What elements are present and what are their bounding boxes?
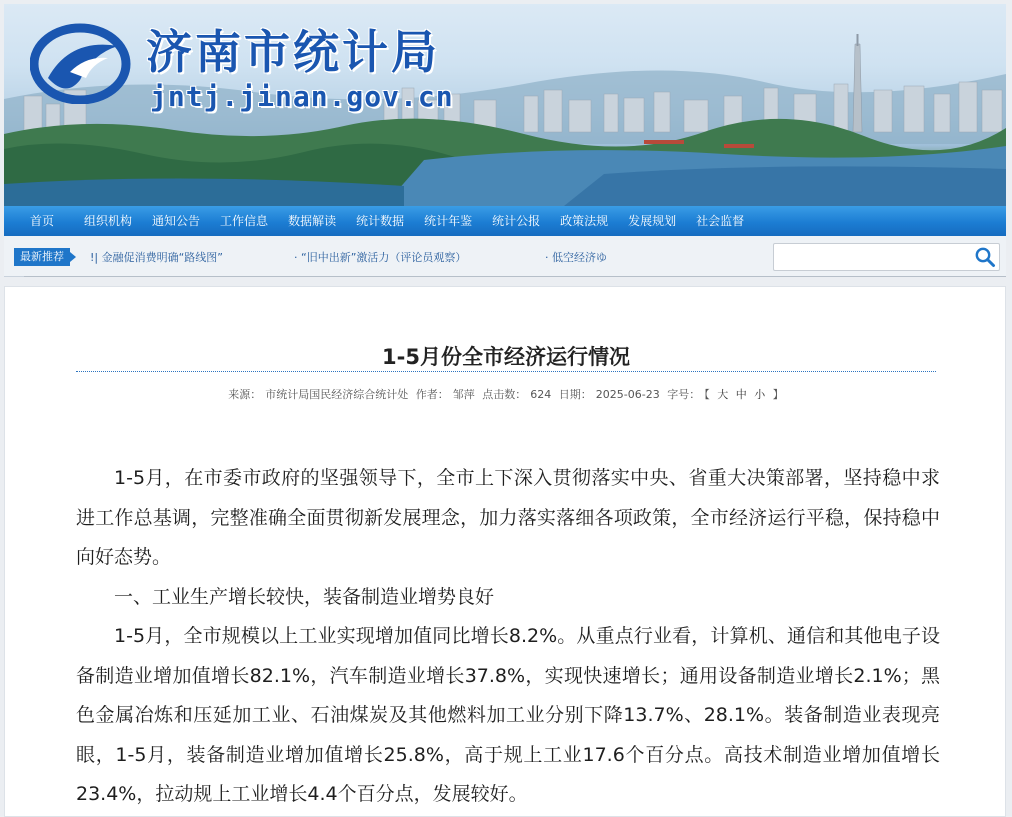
article-section-heading: 一、工业生产增长较快，装备制造业增势良好 — [114, 585, 495, 608]
font-size-medium-link[interactable]: 中 — [735, 388, 747, 401]
article-title: 1-5月份全市经济运行情况 — [382, 345, 630, 369]
article-paragraph: 1-5月，在市委市政府的坚强领导下，全市上下深入贯彻落实中央、省重大决策部署，坚持稳中求进工作总基调，完整准确全面贯彻新发展理念，加力落实落细各项政策，全市经济运行平稳，保持稳中向好态势。 — [76, 467, 940, 568]
meta-source-label: 来源： — [228, 388, 262, 401]
nav-item-organization[interactable]: 组织机构 — [84, 214, 133, 228]
meta-fontsize-label: 字号： — [667, 388, 701, 401]
title-divider — [76, 371, 936, 372]
font-size-large-link[interactable]: 大 — [717, 388, 729, 401]
fontsize-bracket-close: 】 — [772, 388, 784, 401]
fontsize-bracket-open: 【 — [704, 388, 710, 401]
article-meta — [5, 386, 1007, 402]
nav-item-work-info[interactable]: 工作信息 — [220, 214, 269, 228]
font-size-small-link[interactable]: 小 — [754, 388, 766, 401]
nav-item-data-interpretation[interactable]: 数据解读 — [288, 214, 337, 228]
nav-item-yearbook[interactable]: 统计年鉴 — [424, 214, 473, 228]
ticker-item[interactable]: !| 金融促消费明确“路线图” — [90, 251, 224, 264]
nav-item-bulletin[interactable]: 统计公报 — [492, 214, 541, 228]
nav-item-notices[interactable]: 通知公告 — [152, 214, 201, 228]
ticker-item[interactable]: · “旧中出新”激活力（评论员观察） — [294, 251, 467, 264]
nav-item-home[interactable]: 首页 — [30, 214, 55, 228]
meta-author-label: 作者： — [415, 388, 449, 401]
article-panel — [4, 286, 1006, 817]
site-title: 济南市统计局 — [146, 25, 440, 79]
bureau-logo-icon — [30, 20, 134, 104]
ticker-item[interactable]: · 低空经济ゆ — [545, 251, 607, 264]
search-box — [773, 243, 1000, 271]
meta-date: 2025-06-23 — [595, 388, 660, 401]
header-banner — [4, 4, 1006, 206]
search-icon[interactable] — [974, 246, 996, 268]
meta-author: 邹萍 — [452, 388, 475, 401]
meta-views-label: 点击数： — [482, 388, 527, 401]
news-ticker — [4, 236, 1006, 277]
meta-source: 市统计局国民经济综合统计处 — [265, 388, 409, 401]
nav-item-planning[interactable]: 发展规划 — [628, 214, 677, 228]
site-domain: jntj.jinan.gov.cn — [150, 80, 454, 113]
divider — [24, 276, 1006, 277]
meta-date-label: 日期： — [558, 388, 592, 401]
search-input[interactable] — [778, 247, 972, 267]
nav-item-policies[interactable]: 政策法规 — [560, 214, 609, 228]
article-body — [76, 459, 940, 815]
main-nav — [4, 206, 1006, 236]
meta-views: 624 — [530, 388, 552, 401]
latest-badge: 最新推荐 — [14, 248, 70, 266]
nav-item-supervision[interactable]: 社会监督 — [696, 214, 745, 228]
article-paragraph: 1-5月，全市规模以上工业实现增加值同比增长8.2%。从重点行业看，计算机、通信和其他电子设备制造业增加值增长82.1%，汽车制造业增长37.8%，实现快速增长；通用设备制造业增长2.1%；黑色金属冶炼和压延加工业、石油煤炭及其他燃料加工业分别下降13.7%、28.1%。装备制造业表现亮眼，1-5月，装备制造业增加值增长25.8%，高于规上工业17.6个百分点。高技术制造业增加值增长23.4%，拉动规上工业增长4.4个百分点，发展较好。 — [76, 625, 940, 805]
nav-item-statistics-data[interactable]: 统计数据 — [356, 214, 405, 228]
